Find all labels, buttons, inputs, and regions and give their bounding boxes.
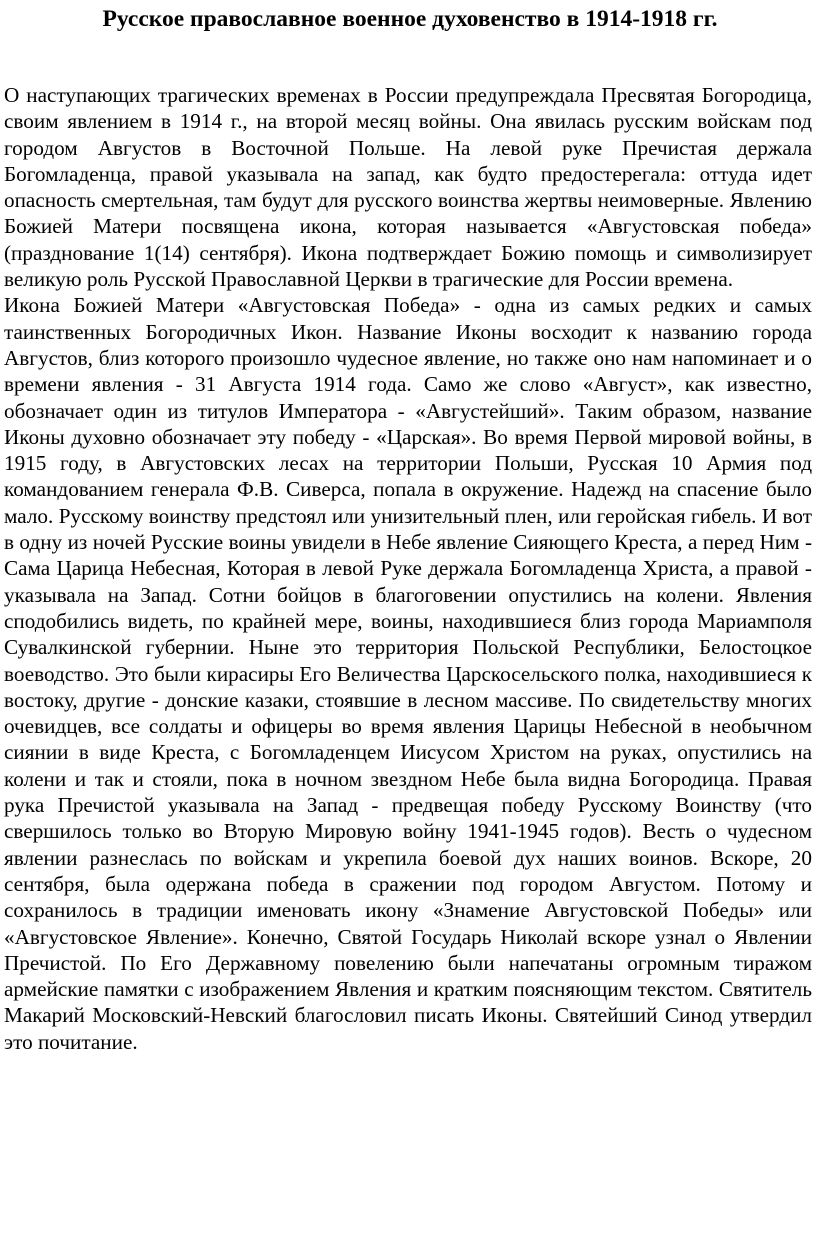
title-spacer: [4, 34, 812, 82]
document-title: Русское православное военное духовенство в 1914-1918 гг.: [102, 6, 718, 32]
paragraph-2: Икона Божией Матери «Августовская Победа» - одна из самых редких и самых таинственных Богородичных Икон. Название Иконы восходит к названию города Августов, близ которого произошло чудесное явление, но также оно нам напоминает и о времени явления - 31 Августа 1914 года. Само же слово «Август», как известно, обозначает один из титулов Императора - «Августейший». Таким образом, название Иконы духовно обозначает эту победу - «Царская». Во время Первой мировой войны, в 1915 году, в Августовских лесах на территории Польши, Русская 10 Армия под командованием генерала Ф.В. Сиверса, попала в окружение. Надежд на спасение было мало. Русскому воинству предстоял или унизительный плен, или геройская гибель. И вот в одну из ночей Русские воины увидели в Небе явление Сияющего Креста, а перед Ним - Сама Царица Небесная, Которая в левой Руке держала Богомладенца Христа, а правой - указывала на Запад. Сотни бойцов в благоговении опустились на колени. Явления сподобились видеть, по крайней мере, воины, находившиеся близ города Мариамполя Сувалкинской губернии. Ныне это территория Польской Республики, Белостоцкое воеводство. Это были кирасиры Его Величества Царскосельского полка, находившиеся к востоку, другие - донские казаки, стоявшие в лесном массиве. По свидетельству многих очевидцев, все солдаты и офицеры во время явления Царицы Небесной в необычном сиянии в виде Креста, с Богомладенцем Иисусом Христом на руках, опустились на колени и так и стояли, пока в ночном звездном Небе была видна Богородица. Правая рука Пречистой указывала на Запад - предвещая победу Русскому Воинству (что свершилось только во Вторую Мировую войну 1941-1945 годов). Весть о чудесном явлении разнеслась по войскам и укрепила боевой дух наших воинов. Вскоре, 20 сентября, была одержана победа в сражении под городом Августом. Потому и сохранилось в традиции именовать икону «Знамение Августовской Победы» или «Августовское Явление». Конечно, Святой Государь Николай вскоре узнал о Явлении Пречистой. По Его Державному повелению были напечатаны огромным тиражом армейские памятки с изображением Явления и кратким поясняющим текстом. Святитель Макарий Московский-Невский благословил писать Иконы. Святейший Синод утвердил это почитание.: [4, 293, 812, 1054]
paragraph-1: О наступающих трагических временах в России предупреждала Пресвятая Богородица, своим явлением в 1914 г., на второй месяц войны. Она явилась русским войскам под городом Августов в Восточной Польше. На левой руке Пречистая держала Богомладенца, правой указывала на запад, как будто предостерегала: оттуда идет опасность смертельная, там будут для русского воинства жертвы неимоверные. Явлению Божией Матери посвящена икона, которая называется «Августовская победа» (празднование 1(14) сентября). Икона подтверждает Божию помощь и символизирует великую роль Русской Православной Церкви в трагические для России времена.: [4, 83, 812, 292]
